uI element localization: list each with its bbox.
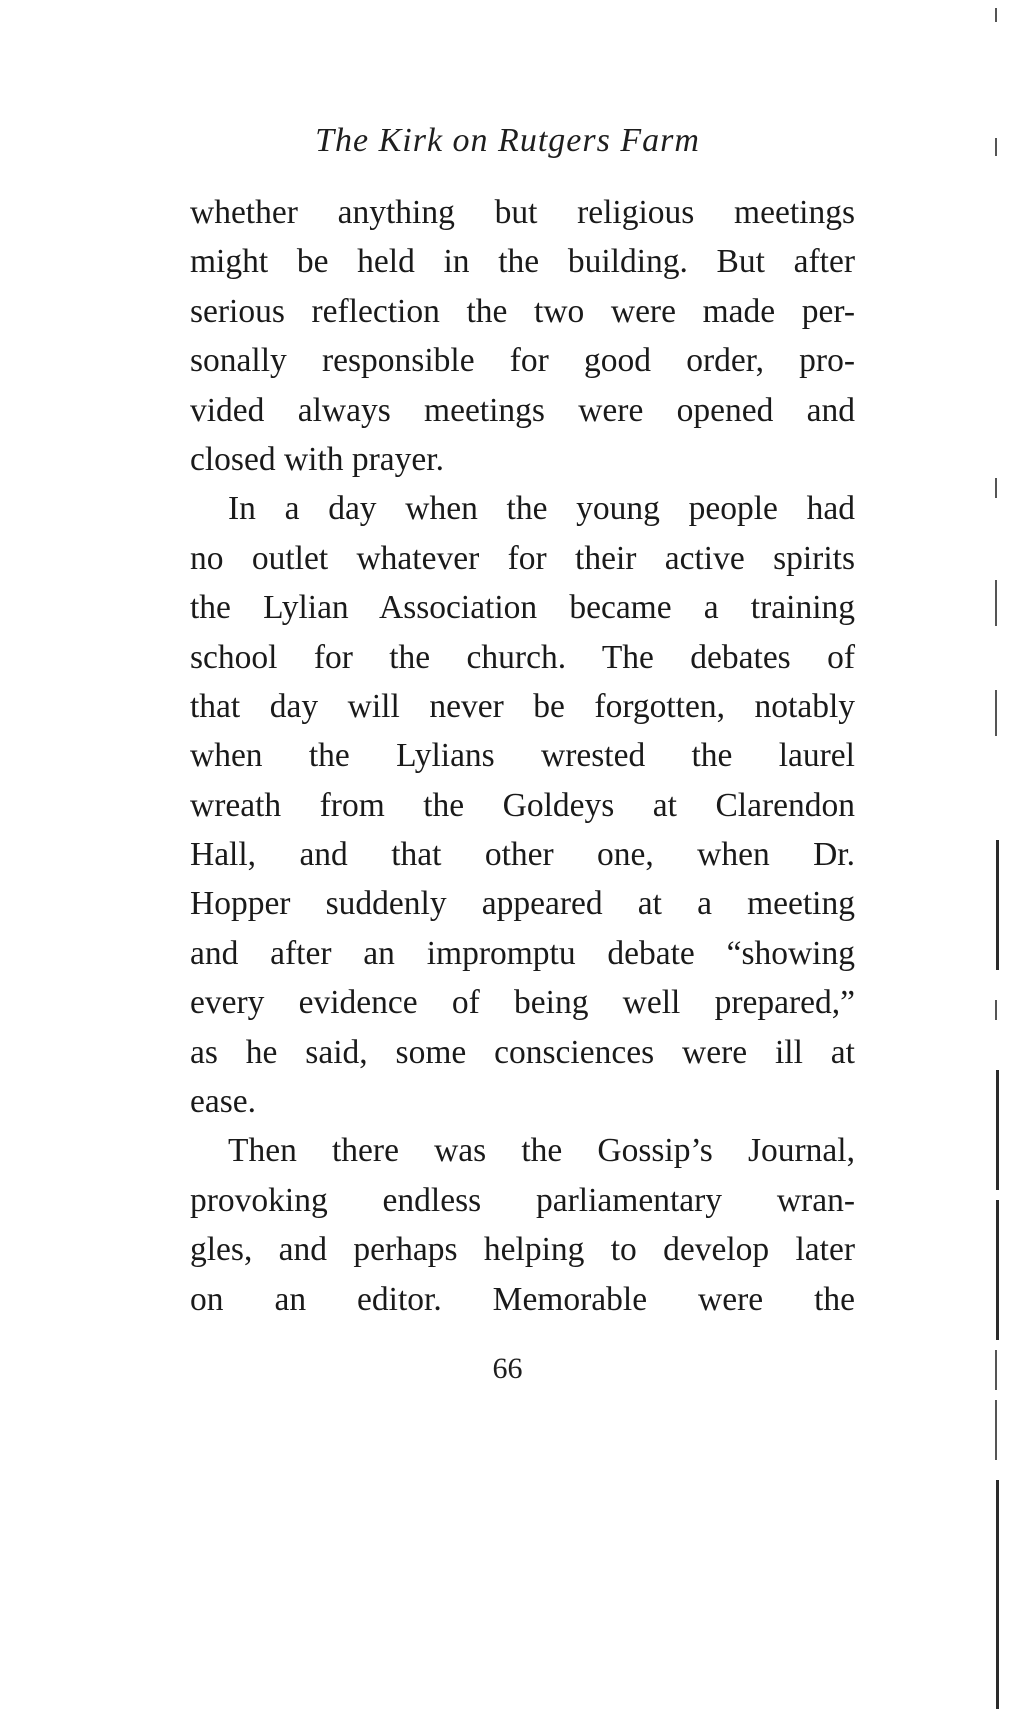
text-line: closed with prayer. (190, 440, 444, 478)
scan-speck (995, 138, 997, 156)
text-line: that day will never be forgotten, notably (190, 687, 855, 725)
text-line: sonally responsible for good order, pro- (190, 342, 855, 380)
scan-edge (996, 840, 999, 970)
text-line: wreath from the Goldeys at Clarendon (190, 786, 855, 824)
scan-speck (995, 1000, 997, 1020)
text-line: Hopper suddenly appeared at a meeting (190, 885, 855, 923)
scan-speck (995, 8, 997, 22)
text-line: might be held in the building. But after (190, 243, 855, 281)
text-line: as he said, some consciences were ill at (190, 1033, 855, 1071)
text-line: when the Lylians wrested the laurel (190, 737, 855, 775)
scan-edge (996, 1200, 999, 1340)
text-line: whether anything but religious meetings (190, 194, 855, 231)
text-line: and after an impromptu debate “showing (190, 934, 855, 972)
text-line: gles, and perhaps helping to develop later (190, 1231, 855, 1269)
text-line: Hall, and that other one, when Dr. (190, 836, 855, 874)
text-line: provoking endless parliamentary wran- (190, 1181, 855, 1219)
text-line: vided always meetings were opened and (190, 391, 855, 429)
scan-speck (995, 580, 997, 626)
scan-edge (996, 1480, 999, 1709)
text-line: serious reflection the two were made per- (190, 292, 855, 330)
scan-speck (995, 690, 997, 736)
text-line: no outlet whatever for their active spirits (190, 539, 855, 577)
scan-speck (995, 478, 997, 498)
text-line: ease. (190, 1083, 257, 1121)
text-line: on an editor. Memorable were the (190, 1280, 855, 1318)
page-number: 66 (492, 1352, 523, 1385)
text-line: every evidence of being well prepared,” (190, 984, 855, 1022)
text-line: the Lylian Association became a training (190, 589, 855, 627)
scan-speck (995, 1400, 997, 1460)
text-line: school for the church. The debates of (190, 638, 855, 676)
scan-edge (996, 1070, 999, 1190)
body-text (190, 188, 855, 1324)
scan-speck (995, 1350, 997, 1390)
text-line: In a day when the young people had (228, 490, 855, 528)
text-line: Then there was the Gossip’s Journal, (228, 1132, 855, 1170)
running-head: The Kirk on Rutgers Farm (315, 122, 700, 159)
